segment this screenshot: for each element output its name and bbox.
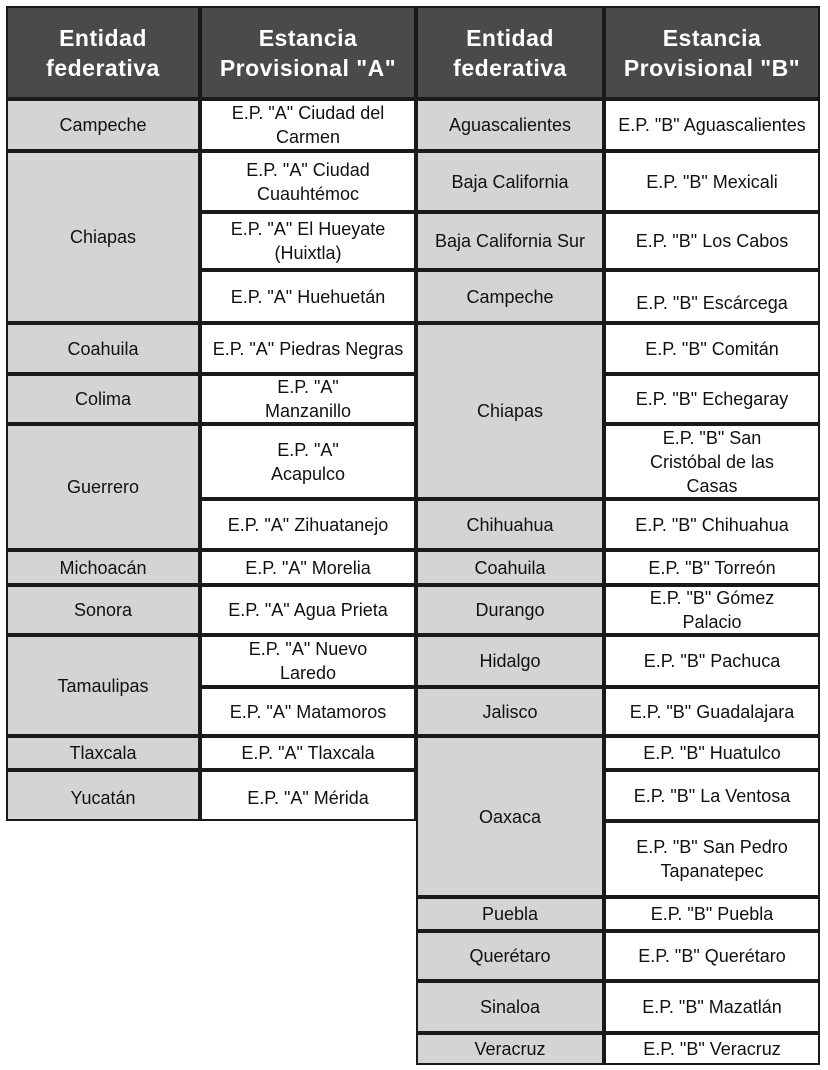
- entidad-a-cell: Chiapas: [6, 151, 200, 323]
- estancia-a-cell: E.P. "A" Huehuetán: [200, 270, 416, 323]
- header-entidad-a: Entidad federativa: [6, 6, 200, 99]
- estancia-b-cell: E.P. "B" Los Cabos: [604, 212, 820, 270]
- entidad-a-cell: Coahuila: [6, 323, 200, 374]
- estancia-b-cell: E.P. "B" Huatulco: [604, 736, 820, 770]
- entidad-a-cell: Campeche: [6, 99, 200, 151]
- entidad-b-cell: Baja California: [416, 151, 604, 212]
- estancia-b-cell: E.P. "B" Querétaro: [604, 931, 820, 981]
- estancia-a-cell: E.P. "A" Piedras Negras: [200, 323, 416, 374]
- estancia-b-cell: E.P. "B" Puebla: [604, 897, 820, 931]
- estancia-a-cell: E.P. "A" El Hueyate (Huixtla): [200, 212, 416, 270]
- estancia-b-cell: E.P. "B" San Cristóbal de las Casas: [604, 424, 820, 499]
- estancia-a-cell: E.P. "A" Zihuatanejo: [200, 499, 416, 550]
- estancia-b-cell: E.P. "B" La Ventosa: [604, 770, 820, 821]
- entidad-b-cell: Chihuahua: [416, 499, 604, 550]
- entidad-a-cell: Colima: [6, 374, 200, 424]
- entidad-b-cell: Oaxaca: [416, 736, 604, 897]
- estancia-b-cell: E.P. "B" Gómez Palacio: [604, 585, 820, 635]
- estancia-a-cell: E.P. "A" Ciudad Cuauhtémoc: [200, 151, 416, 212]
- estancia-b-cell: E.P. "B" Chihuahua: [604, 499, 820, 550]
- entidad-a-cell: Guerrero: [6, 424, 200, 550]
- entidad-b-cell: Chiapas: [416, 323, 604, 499]
- entidad-b-cell: Durango: [416, 585, 604, 635]
- estancia-b-cell: E.P. "B" Comitán: [604, 323, 820, 374]
- estancia-b-cell: E.P. "B" Torreón: [604, 550, 820, 585]
- entidad-b-cell: Campeche: [416, 270, 604, 323]
- entidad-a-cell: Tamaulipas: [6, 635, 200, 736]
- entidad-b-cell: Baja California Sur: [416, 212, 604, 270]
- estancia-a-cell: E.P. "A" Manzanillo: [200, 374, 416, 424]
- entidad-a-cell: Sonora: [6, 585, 200, 635]
- entidad-a-cell: Tlaxcala: [6, 736, 200, 770]
- estancia-b-cell: E.P. "B" Mazatlán: [604, 981, 820, 1033]
- entidad-b-cell: Aguascalientes: [416, 99, 604, 151]
- estancia-b-cell: E.P. "B" Mexicali: [604, 151, 820, 212]
- estancia-a-cell: E.P. "A" Agua Prieta: [200, 585, 416, 635]
- entidad-b-cell: Veracruz: [416, 1033, 604, 1065]
- estancia-b-cell: E.P. "B" Guadalajara: [604, 687, 820, 736]
- entidad-a-cell: Michoacán: [6, 550, 200, 585]
- estancia-b-cell: E.P. "B" Escárcega: [604, 270, 820, 323]
- estancia-b-cell: E.P. "B" San Pedro Tapanatepec: [604, 821, 820, 897]
- entidad-a-cell: Yucatán: [6, 770, 200, 821]
- estancia-a-cell: E.P. "A" Morelia: [200, 550, 416, 585]
- estancia-a-cell: E.P. "A" Ciudad del Carmen: [200, 99, 416, 151]
- estancia-b-cell: E.P. "B" Veracruz: [604, 1033, 820, 1065]
- estancia-a-cell: E.P. "A" Acapulco: [200, 424, 416, 499]
- entidad-b-cell: Hidalgo: [416, 635, 604, 687]
- estancia-b-cell: E.P. "B" Echegaray: [604, 374, 820, 424]
- entidad-b-cell: Sinaloa: [416, 981, 604, 1033]
- entidad-b-cell: Coahuila: [416, 550, 604, 585]
- entidad-b-cell: Jalisco: [416, 687, 604, 736]
- estancia-a-cell: E.P. "A" Tlaxcala: [200, 736, 416, 770]
- header-estancia-a: Estancia Provisional "A": [200, 6, 416, 99]
- estancia-a-cell: E.P. "A" Mérida: [200, 770, 416, 821]
- estancia-a-cell: E.P. "A" Matamoros: [200, 687, 416, 736]
- estancia-b-cell: E.P. "B" Pachuca: [604, 635, 820, 687]
- entidad-b-cell: Puebla: [416, 897, 604, 931]
- header-entidad-b: Entidad federativa: [416, 6, 604, 99]
- header-estancia-b: Estancia Provisional "B": [604, 6, 820, 99]
- estancia-a-cell: E.P. "A" Nuevo Laredo: [200, 635, 416, 687]
- estancia-b-cell: E.P. "B" Aguascalientes: [604, 99, 820, 151]
- entidad-b-cell: Querétaro: [416, 931, 604, 981]
